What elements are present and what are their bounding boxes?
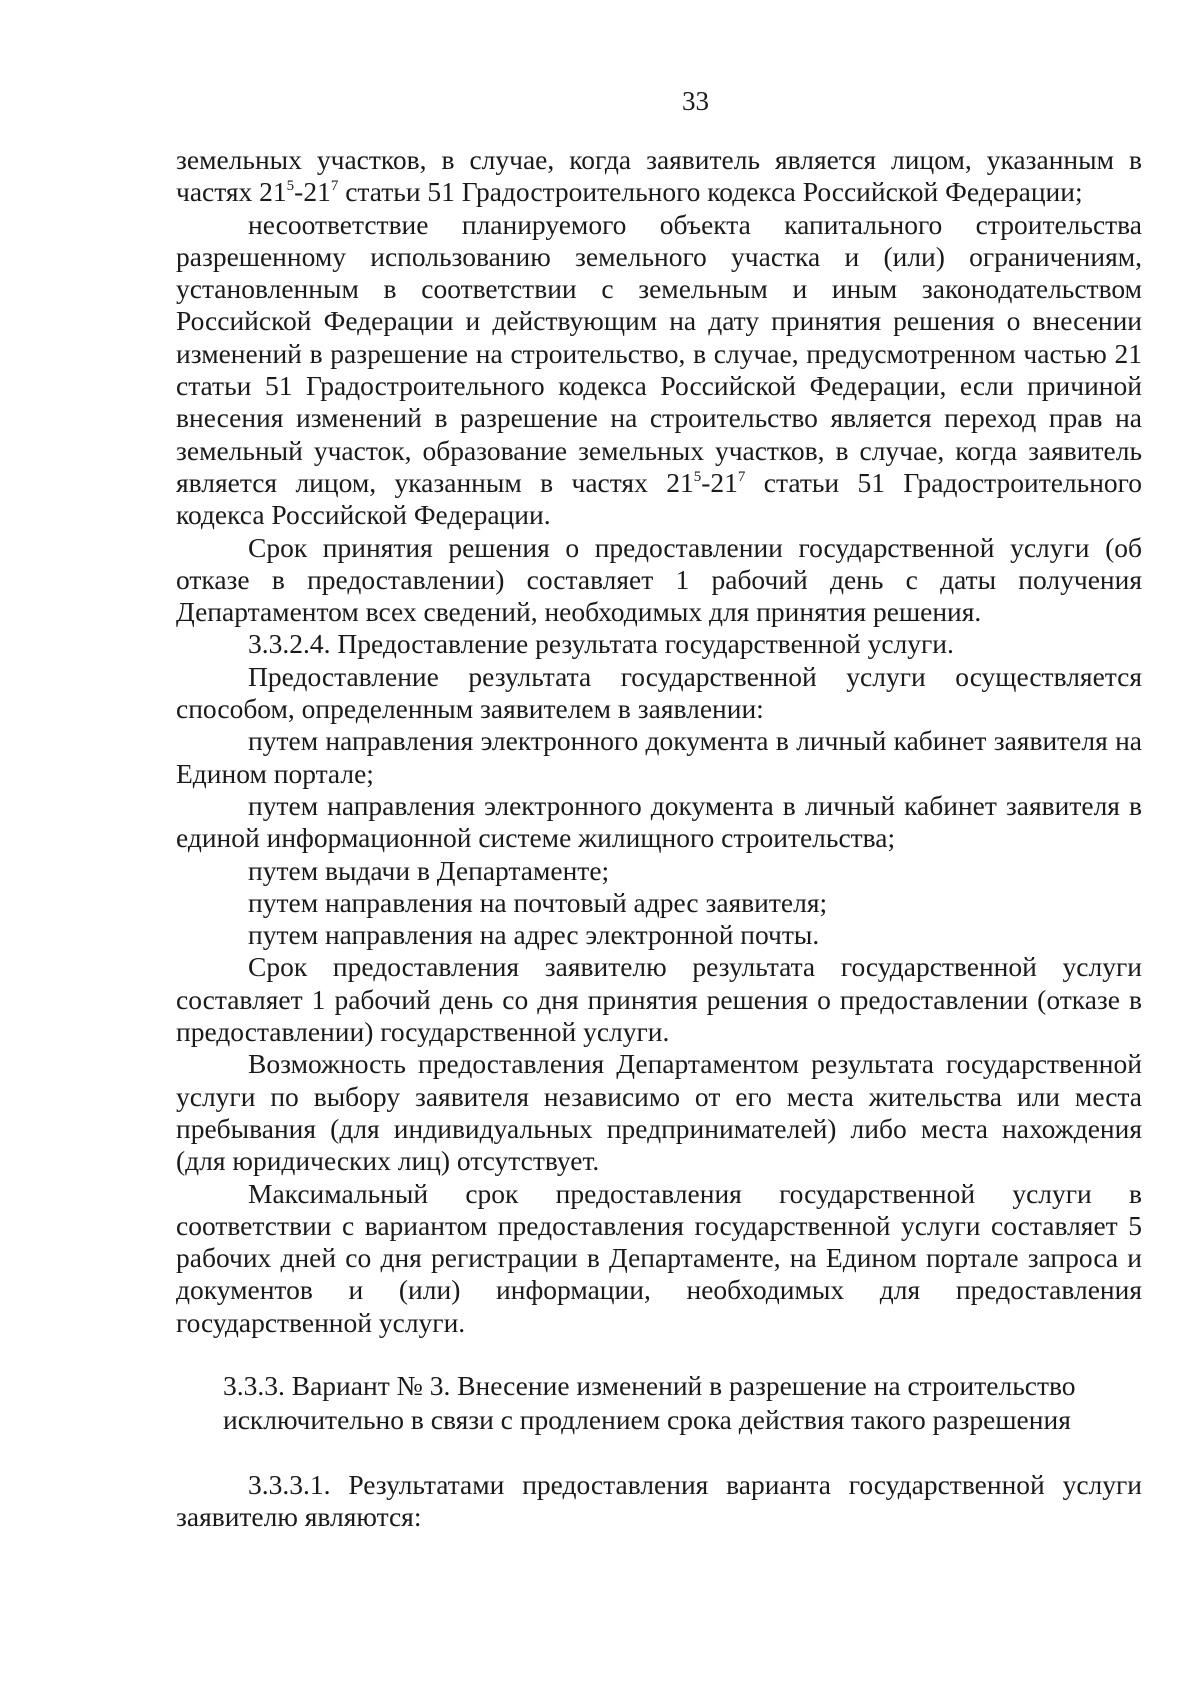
paragraph-text: статьи 51 Градостроительного кодекса Российской Федерации. xyxy=(176,466,1142,531)
list-item-department: путем выдачи в Департаменте; xyxy=(248,854,610,886)
paragraph-extraterritorial: Возможность предоставления Департаментом результата государственной услуги по выбору заявителя независимо от его места жительства или места пребывания (для индивидуальных предпринимателей) либо места нахождения (для юридических лиц) отсутствует. xyxy=(176,1048,1142,1177)
page-number-text: 33 xyxy=(682,86,709,116)
paragraph-section-3-3-3-1: 3.3.3.1. Результатами предоставления варианта государственной услуги заявителю являются: xyxy=(176,1468,1142,1533)
paragraph-text: статьи 51 Градостроительного кодекса Российской Федерации; xyxy=(338,176,1083,208)
paragraph-text: -21 xyxy=(294,176,331,208)
paragraph-text: -21 xyxy=(701,466,738,498)
superscript: 5 xyxy=(286,178,295,195)
document-body xyxy=(176,144,1142,1534)
section-heading-3-3-3 xyxy=(176,1369,1142,1437)
superscript: 7 xyxy=(330,178,339,195)
paragraph-section-3-3-2-4: 3.3.2.4. Предоставление результата государственной услуги. xyxy=(248,628,954,660)
paragraph-text: несоответствие планируемого объекта капитального строительства разрешенному использованию земельного участка и (или) ограничениям, установленным в соответствии с земельным и иным законодательством Российской Федерации и действующим на дату принятия решения о внесении изменений в разрешение на строительство, в случае, предусмотренном частью 21 статьи 51 Градостроительного кодекса Российской Федерации, если причиной внесения изменений в разрешение на строительство является переход прав на земельный участок, образование земельных участков, в случае, когда заявитель является лицом, указанным в частях 21 xyxy=(176,208,1142,498)
paragraph-result-term: Срок предоставления заявителю результата государственной услуги составляет 1 рабочий день со дня принятия решения о предоставлении (отказе в предоставлении) государственной услуги. xyxy=(176,951,1142,1048)
paragraph-max-term: Максимальный срок предоставления государственной услуги в соответствии с вариантом предоставления государственной услуги составляет 5 рабочих дней со дня регистрации в Департаменте, на Едином портале запроса и документов и (или) информации, необходимых для предоставления государственной услуги. xyxy=(176,1177,1142,1338)
paragraph-result-method: Предоставление результата государственной услуги осуществляется способом, определенным заявителем в заявлении: xyxy=(176,660,1142,725)
paragraph-text: земельных участков, в случае, когда заявитель является лицом, указанным в частях 21 xyxy=(176,144,1142,208)
paragraph-land-plots xyxy=(176,144,1142,209)
superscript: 5 xyxy=(693,468,702,485)
list-item-postal: путем направления на почтовый адрес заявителя; xyxy=(248,886,828,918)
heading-line: 3.3.3. Вариант № 3. Внесение изменений в разрешение на строительство xyxy=(223,1369,1076,1401)
paragraph-noncompliance xyxy=(176,209,1142,532)
list-item-email: путем направления на адрес электронной почты. xyxy=(248,919,820,951)
list-item-single-portal: путем направления электронного документа в личный кабинет заявителя на Едином портале; xyxy=(176,725,1142,789)
list-item-housing-system: путем направления электронного документа в личный кабинет заявителя в единой информационной системе жилищного строительства; xyxy=(176,789,1142,854)
heading-line: исключительно в связи с продлением срока действия такого разрешения xyxy=(223,1403,1071,1435)
paragraph-decision-term: Срок принятия решения о предоставлении государственной услуги (об отказе в предоставлении) составляет 1 рабочий день с даты получения Департаментом всех сведений, необходимых для принятия решения. xyxy=(176,531,1142,628)
superscript: 7 xyxy=(737,468,746,485)
